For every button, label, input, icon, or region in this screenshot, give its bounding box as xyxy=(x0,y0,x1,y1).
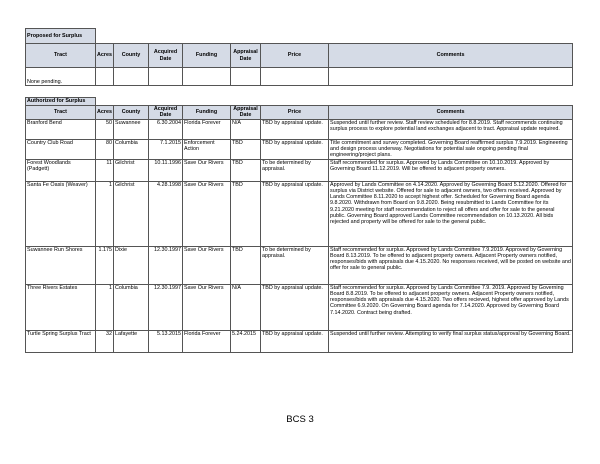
comments-cell: Staff recommended for surplus. Approved by Lands Committee 7.9.2019. Approved by Governing Board 8.13.2019. To be offered to adjacent property owners. Adjacent Property owners notified, responses/bids with appraisals due 4.15.2020. No responses received, will be posted on website and offer for sale to general public. xyxy=(329,246,573,284)
tract-cell: Turtle Spring Surplus Tract xyxy=(26,330,96,352)
table-row xyxy=(26,181,573,246)
col-header-tract: Tract xyxy=(26,106,96,120)
col-header-appraisal-date: Appraisal Date xyxy=(231,44,261,68)
county-cell: Suwannee xyxy=(114,119,149,139)
tract-cell: Forest Woodlands (Padgett) xyxy=(26,159,96,181)
acquired-date-cell: 10.11.1996 xyxy=(149,159,183,181)
tract-cell: Branford Bend xyxy=(26,119,96,139)
appraisal-date-cell: TBD xyxy=(231,181,261,246)
acres-cell: 80 xyxy=(96,139,114,159)
price-cell: TBD by appraisal update. xyxy=(261,181,329,246)
proposed-header-row xyxy=(26,44,573,68)
funding-cell: Save Our Rivers xyxy=(183,284,231,330)
col-header-appraisal-date: Appraisal Date xyxy=(231,106,261,120)
table-row xyxy=(26,68,573,86)
county-cell: Columbia xyxy=(114,284,149,330)
table-row xyxy=(26,159,573,181)
appraisal-date-cell: TBD xyxy=(231,246,261,284)
funding-cell: Enforcement Action xyxy=(183,139,231,159)
acquired-date-cell: 4.28.1998 xyxy=(149,181,183,246)
comments-cell: Staff recommended for surplus. Approved by Lands Committee 7.9. 2019. Approved by Governing Board 8.8.2019. To be offered to adjacent property owners. Adjacent Property owners notified, responses/bids with appraisals due 4.15.2020. Two offers recieved, highest offer approved by Lands Committee 6.9.2020. On Governing Board agenda for 7.14.2020. Approved by Governing Board 7.14.2020. Contract being drafted. xyxy=(329,284,573,330)
funding-cell: Florida Forever xyxy=(183,119,231,139)
table-row xyxy=(26,284,573,330)
funding-cell: Save Our Rivers xyxy=(183,246,231,284)
empty-text: None pending. xyxy=(26,68,96,86)
county-cell: Lafayette xyxy=(114,330,149,352)
acquired-date-cell: 6.30.2004 xyxy=(149,119,183,139)
col-header-county: County xyxy=(114,44,149,68)
appraisal-date-cell: TBD xyxy=(231,139,261,159)
acquired-date-cell: 7.1.2015 xyxy=(149,139,183,159)
comments-cell: Suspended until further review. Staff review scheduled for 8.8.2019. Staff recommends continuing surplus process to explore potential land exchanges adjacent to tract. Appraisal update required. xyxy=(329,119,573,139)
table-row xyxy=(26,330,573,352)
table-row xyxy=(26,246,573,284)
comments-cell: Staff recommended for surplus. Approved by Lands Committee on 10.10.2019. Approved by Governing Board 11.12.2019. Will be offered to adjacent property owners. xyxy=(329,159,573,181)
col-header-county: County xyxy=(114,106,149,120)
county-cell: Gilchrist xyxy=(114,159,149,181)
appraisal-date-cell: N/A xyxy=(231,119,261,139)
tract-cell: Country Club Road xyxy=(26,139,96,159)
tract-cell: Suwannee Run Shores xyxy=(26,246,96,284)
col-header-comments: Comments xyxy=(329,44,573,68)
tract-cell: Three Rivers Estates xyxy=(26,284,96,330)
col-header-price: Price xyxy=(261,44,329,68)
col-header-funding: Funding xyxy=(183,106,231,120)
table-row xyxy=(26,119,573,139)
county-cell: Columbia xyxy=(114,139,149,159)
county-cell: Gilchrist xyxy=(114,181,149,246)
comments-cell: Suspended until further review. Attempting to verify final surplus status/approval by Governing Board. xyxy=(329,330,573,352)
col-header-acres: Acres xyxy=(96,106,114,120)
acres-cell: 1 xyxy=(96,284,114,330)
table-row xyxy=(26,139,573,159)
page-footer: BCS 3 xyxy=(286,414,314,425)
col-header-tract: Tract xyxy=(26,44,96,68)
col-header-funding: Funding xyxy=(183,44,231,68)
appraisal-date-cell: 5.24.2015 xyxy=(231,330,261,352)
price-cell: TBD by appraisal update. xyxy=(261,119,329,139)
col-header-acres: Acres xyxy=(96,44,114,68)
appraisal-date-cell: TBD xyxy=(231,159,261,181)
authorized-surplus-table xyxy=(25,97,573,353)
proposed-title: Proposed for Surplus xyxy=(26,29,96,44)
price-cell: To be determined by appraisal. xyxy=(261,246,329,284)
funding-cell: Florida Forever xyxy=(183,330,231,352)
price-cell: TBD by appraisal update. xyxy=(261,139,329,159)
price-cell: TBD by appraisal update. xyxy=(261,330,329,352)
tract-cell: Santa Fe Oasis (Weaver) xyxy=(26,181,96,246)
acquired-date-cell: 5.13.2015 xyxy=(149,330,183,352)
proposed-surplus-table xyxy=(25,28,573,86)
funding-cell: Save Our Rivers xyxy=(183,159,231,181)
acres-cell: 50 xyxy=(96,119,114,139)
acquired-date-cell: 12.30.1997 xyxy=(149,284,183,330)
price-cell: TBD by appraisal update. xyxy=(261,284,329,330)
acres-cell: 1.175 xyxy=(96,246,114,284)
funding-cell: Save Our Rivers xyxy=(183,181,231,246)
appraisal-date-cell: N/A xyxy=(231,284,261,330)
price-cell: To be determined by appraisal. xyxy=(261,159,329,181)
acquired-date-cell: 12.30.1997 xyxy=(149,246,183,284)
acres-cell: 32 xyxy=(96,330,114,352)
acres-cell: 11 xyxy=(96,159,114,181)
comments-cell: Title commitment and survey completed. Governing Board reaffirmed surplus 7.9.2019. Engineering and design process underway. Negotiations for potential sale ongoing pending final engineering/project plans. xyxy=(329,139,573,159)
col-header-comments: Comments xyxy=(329,106,573,120)
county-cell: Dixie xyxy=(114,246,149,284)
col-header-price: Price xyxy=(261,106,329,120)
authorized-header-row xyxy=(26,106,573,120)
col-header-acquired-date: Acquired Date xyxy=(149,44,183,68)
authorized-title: Authorized for Surplus xyxy=(26,98,96,106)
acres-cell: 1 xyxy=(96,181,114,246)
comments-cell: Approved by Lands Committee on 4.14.2020. Approved by Governing Board 5.12.2020. Offered for surplus via District website. Offered for sale to adjacent owners, two offers received. Approved by Lands Committee 8.11.2020 to accept highest offer. Scheduled for Governing Board agenda 9.8.2020. Withdrawn from Board on 9.8.2020. Being resubmitted to Lands Committee for its 9.21.2020 meeting for staff recommendation to reject all offers and offer for sale to the general public. Governing Board approved Lands Committee recommendation on 10.13.2020. All bids rejected and property will be offered for sale to the general public. xyxy=(329,181,573,246)
col-header-acquired-date: Acquired Date xyxy=(149,106,183,120)
